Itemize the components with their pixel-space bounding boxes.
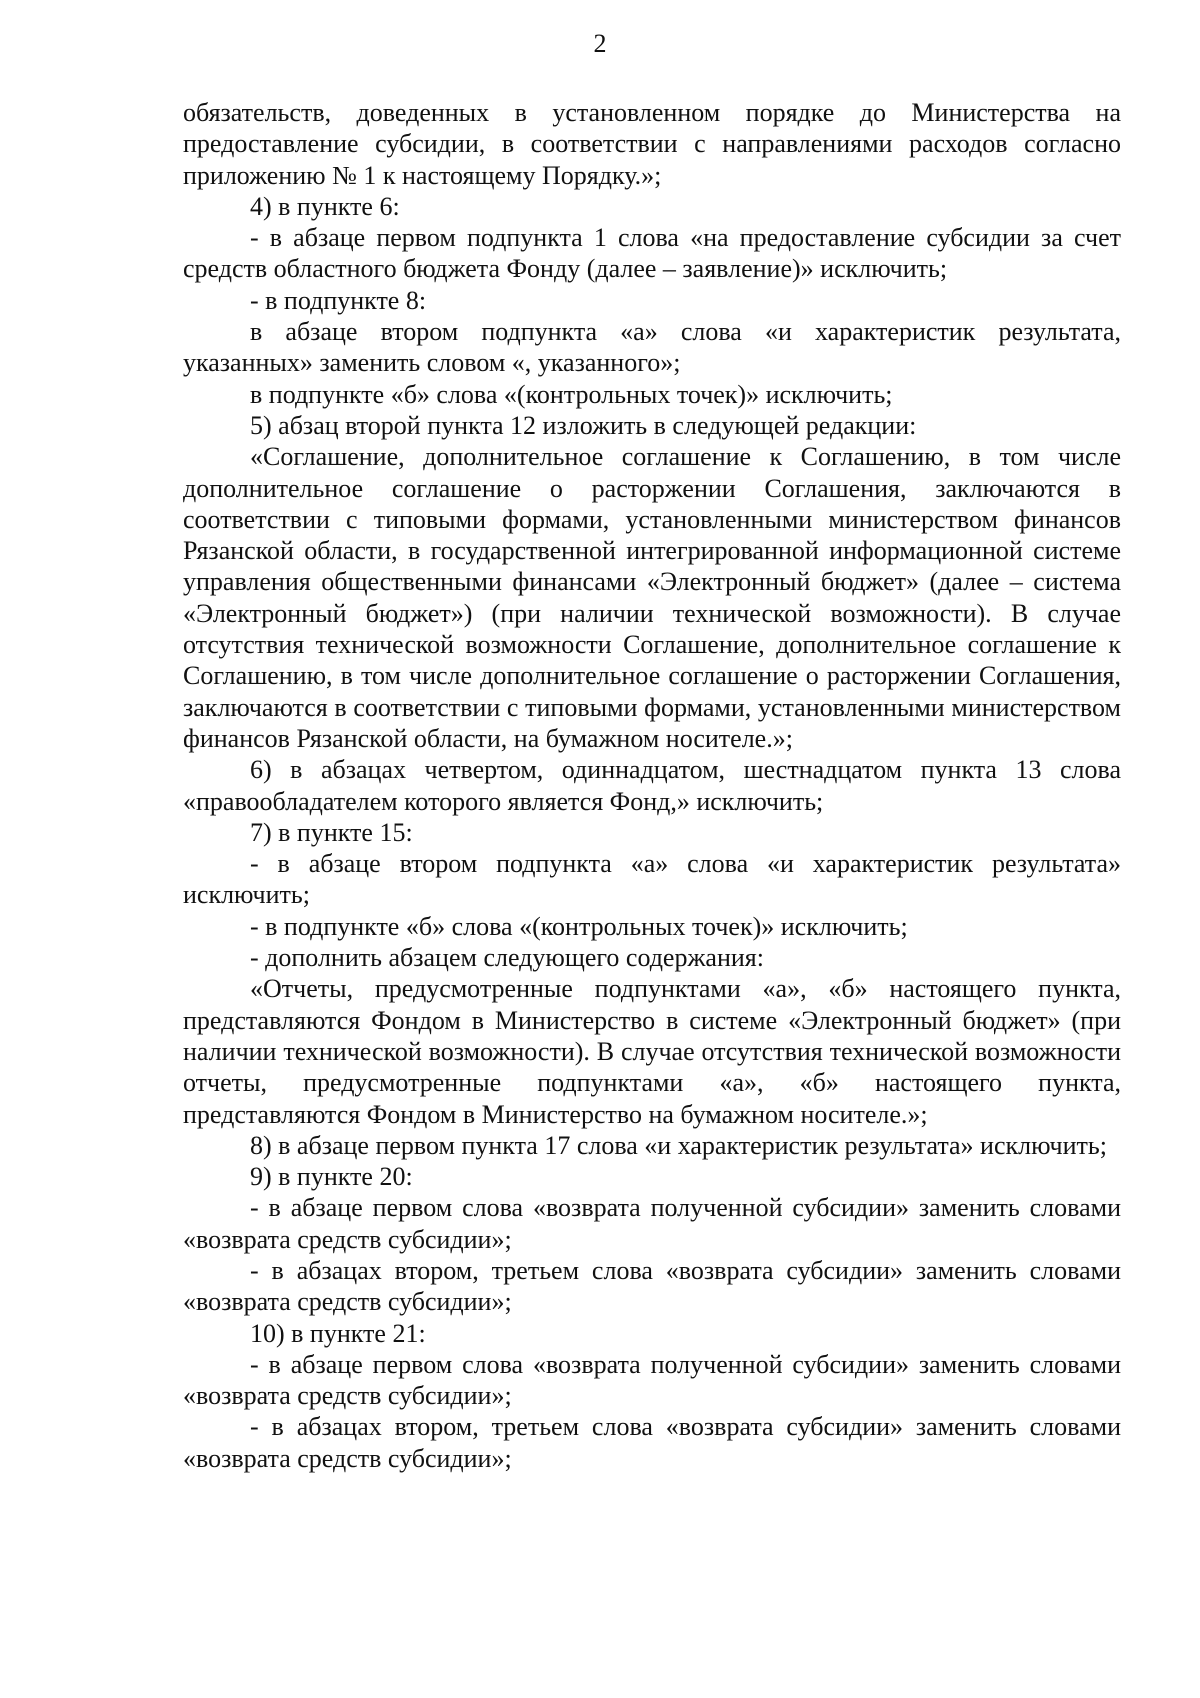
paragraph: 10) в пункте 21: xyxy=(250,1318,426,1348)
document-body xyxy=(183,97,1121,1474)
paragraph: - в подпункте «б» слова «(контрольных точек)» исключить; xyxy=(250,911,908,941)
paragraph: - в абзацах втором, третьем слова «возврата субсидии» заменить словами «возврата средств субсидии»; xyxy=(183,1255,1121,1317)
paragraph: в абзаце втором подпункта «а» слова «и характеристик результата, указанных» заменить словом «, указанного»; xyxy=(183,317,1121,378)
paragraph: обязательств, доведенных в установленном порядке до Министерства на предоставление субсидии, в соответствии с направлениями расходов согласно приложению № 1 к настоящему Порядку.»; xyxy=(183,98,1121,190)
paragraph: - в абзаце втором подпункта «а» слова «и характеристик результата» исключить; xyxy=(183,849,1121,910)
paragraph: - в абзаце первом подпункта 1 слова «на предоставление субсидии за счет средств областного бюджета Фонду (далее – заявление)» исключить; xyxy=(183,223,1121,284)
paragraph: - в абзацах втором, третьем слова «возврата субсидии» заменить словами «возврата средств субсидии»; xyxy=(183,1412,1121,1473)
page-number: 2 xyxy=(593,29,607,58)
paragraph: - в подпункте 8: xyxy=(250,285,427,315)
paragraph: 7) в пункте 15: xyxy=(250,817,413,847)
paragraph: «Отчеты, предусмотренные подпунктами «а», «б» настоящего пункта, представляются Фондом в Министерство в системе «Электронный бюджет» (при наличии технической возможности). В случае отсутствия технической возможности отчеты, предусмотренные подпунктами «а», «б» настоящего пункта, представляются Фондом в Министерство на бумажном носителе.»; xyxy=(183,974,1121,1129)
paragraph: 6) в абзацах четвертом, одиннадцатом, шестнадцатом пункта 13 слова «правообладателем которого является Фонд,» исключить; xyxy=(183,755,1121,816)
paragraph: 5) абзац второй пункта 12 изложить в следующей редакции: xyxy=(250,410,917,440)
paragraph: в подпункте «б» слова «(контрольных точек)» исключить; xyxy=(250,379,893,409)
paragraph: - в абзаце первом слова «возврата полученной субсидии» заменить словами «возврата средств субсидии»; xyxy=(183,1193,1121,1254)
paragraph: «Соглашение, дополнительное соглашение к Соглашению, в том числе дополнительное соглашение о расторжении Соглашения, заключаются в соответствии с типовыми формами, установленными министерством финансов Рязанской области, в государственной интегрированной информационной системе управления общественными финансами «Электронный бюджет» (далее – система «Электронный бюджет») (при наличии технической возможности). В случае отсутствия технической возможности Соглашение, дополнительное соглашение к Соглашению, в том числе дополнительное соглашение о расторжении Соглашения, заключаются в соответствии с типовыми формами, установленными министерством финансов Рязанской области, на бумажном носителе.»; xyxy=(183,442,1121,753)
paragraph: 4) в пункте 6: xyxy=(250,191,400,221)
paragraph: - дополнить абзацем следующего содержания: xyxy=(250,943,764,973)
paragraph: 9) в пункте 20: xyxy=(250,1162,413,1192)
paragraph: - в абзаце первом слова «возврата полученной субсидии» заменить словами «возврата средств субсидии»; xyxy=(183,1349,1121,1411)
paragraph: 8) в абзаце первом пункта 17 слова «и характеристик результата» исключить; xyxy=(250,1130,1107,1160)
